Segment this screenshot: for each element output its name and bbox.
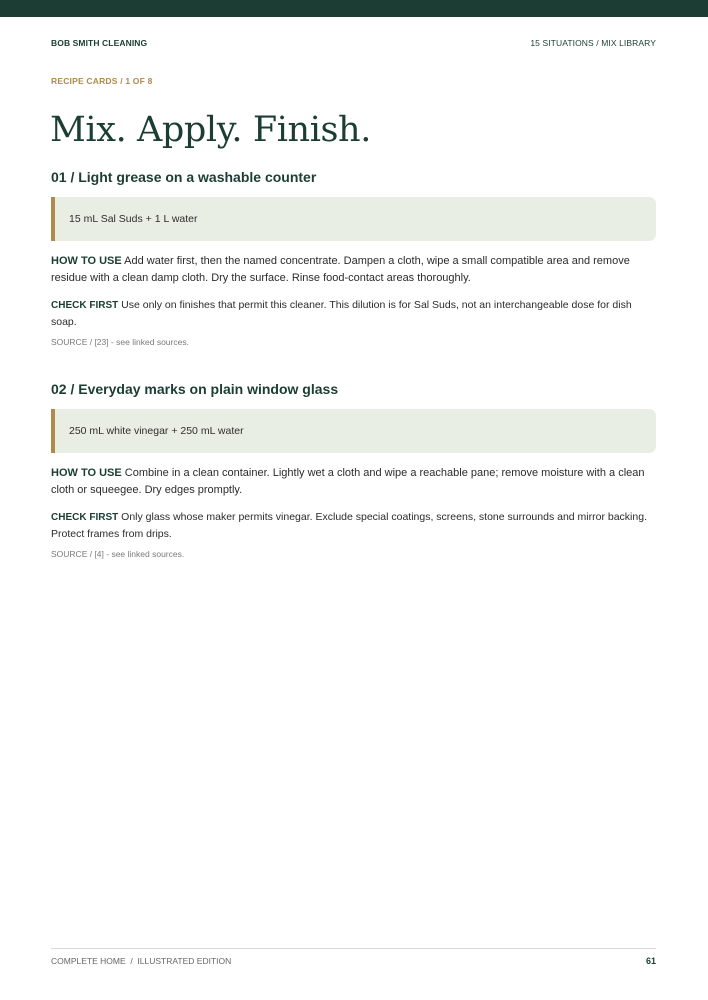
check-first-text: Use only on finishes that permit this cleaner. This dilution is for Sal Suds, not an interchangeable dose for dish soap. — [51, 299, 632, 328]
eyebrow-label: RECIPE CARDS / 1 OF 8 — [51, 76, 153, 86]
page-title: Mix. Apply. Finish. — [50, 110, 371, 150]
how-to-use-paragraph — [51, 253, 656, 287]
how-to-use-label: HOW TO USE — [51, 255, 122, 267]
edition-label: COMPLETE HOME / ILLUSTRATED EDITION — [51, 956, 232, 966]
recipe-text: 15 mL Sal Suds + 1 L water — [69, 213, 198, 225]
card-title: 01 / Light grease on a washable counter — [51, 169, 317, 185]
recipe-box — [51, 197, 656, 241]
running-footer — [51, 956, 656, 966]
check-first-paragraph — [51, 297, 656, 330]
footer-divider — [51, 948, 656, 949]
check-first-label: CHECK FIRST — [51, 512, 119, 523]
recipe-card — [51, 168, 656, 348]
how-to-use-text: Add water first, then the named concentrate. Dampen a cloth, wipe a small compatible area and remove residue with a clean damp cloth. Dry the surface. Rinse food-contact areas thoroughly. — [51, 255, 630, 284]
recipe-card — [51, 380, 656, 560]
check-first-text: Only glass whose maker permits vinegar. Exclude special coatings, screens, stone surrounds and mirror backing. Protect frames from drips. — [51, 511, 647, 540]
section-label: 15 SITUATIONS / MIX LIBRARY — [530, 38, 656, 48]
how-to-use-label: HOW TO USE — [51, 467, 122, 479]
source-note: SOURCE / [23] - see linked sources. — [51, 337, 189, 347]
source-note: SOURCE / [4] - see linked sources. — [51, 549, 185, 559]
brand-name: BOB SMITH CLEANING — [51, 38, 148, 48]
page-number: 61 — [645, 956, 656, 966]
recipe-text: 250 mL white vinegar + 250 mL water — [69, 425, 244, 437]
how-to-use-text: Combine in a clean container. Lightly wet a cloth and wipe a reachable pane; remove moisture with a clean cloth or squeegee. Dry edges promptly. — [51, 467, 645, 496]
check-first-paragraph — [51, 509, 656, 542]
card-title: 02 / Everyday marks on plain window glass — [51, 381, 339, 397]
running-header — [51, 38, 656, 48]
recipe-box — [51, 409, 656, 453]
top-color-band — [0, 0, 708, 17]
how-to-use-paragraph — [51, 465, 656, 499]
check-first-label: CHECK FIRST — [51, 300, 119, 311]
